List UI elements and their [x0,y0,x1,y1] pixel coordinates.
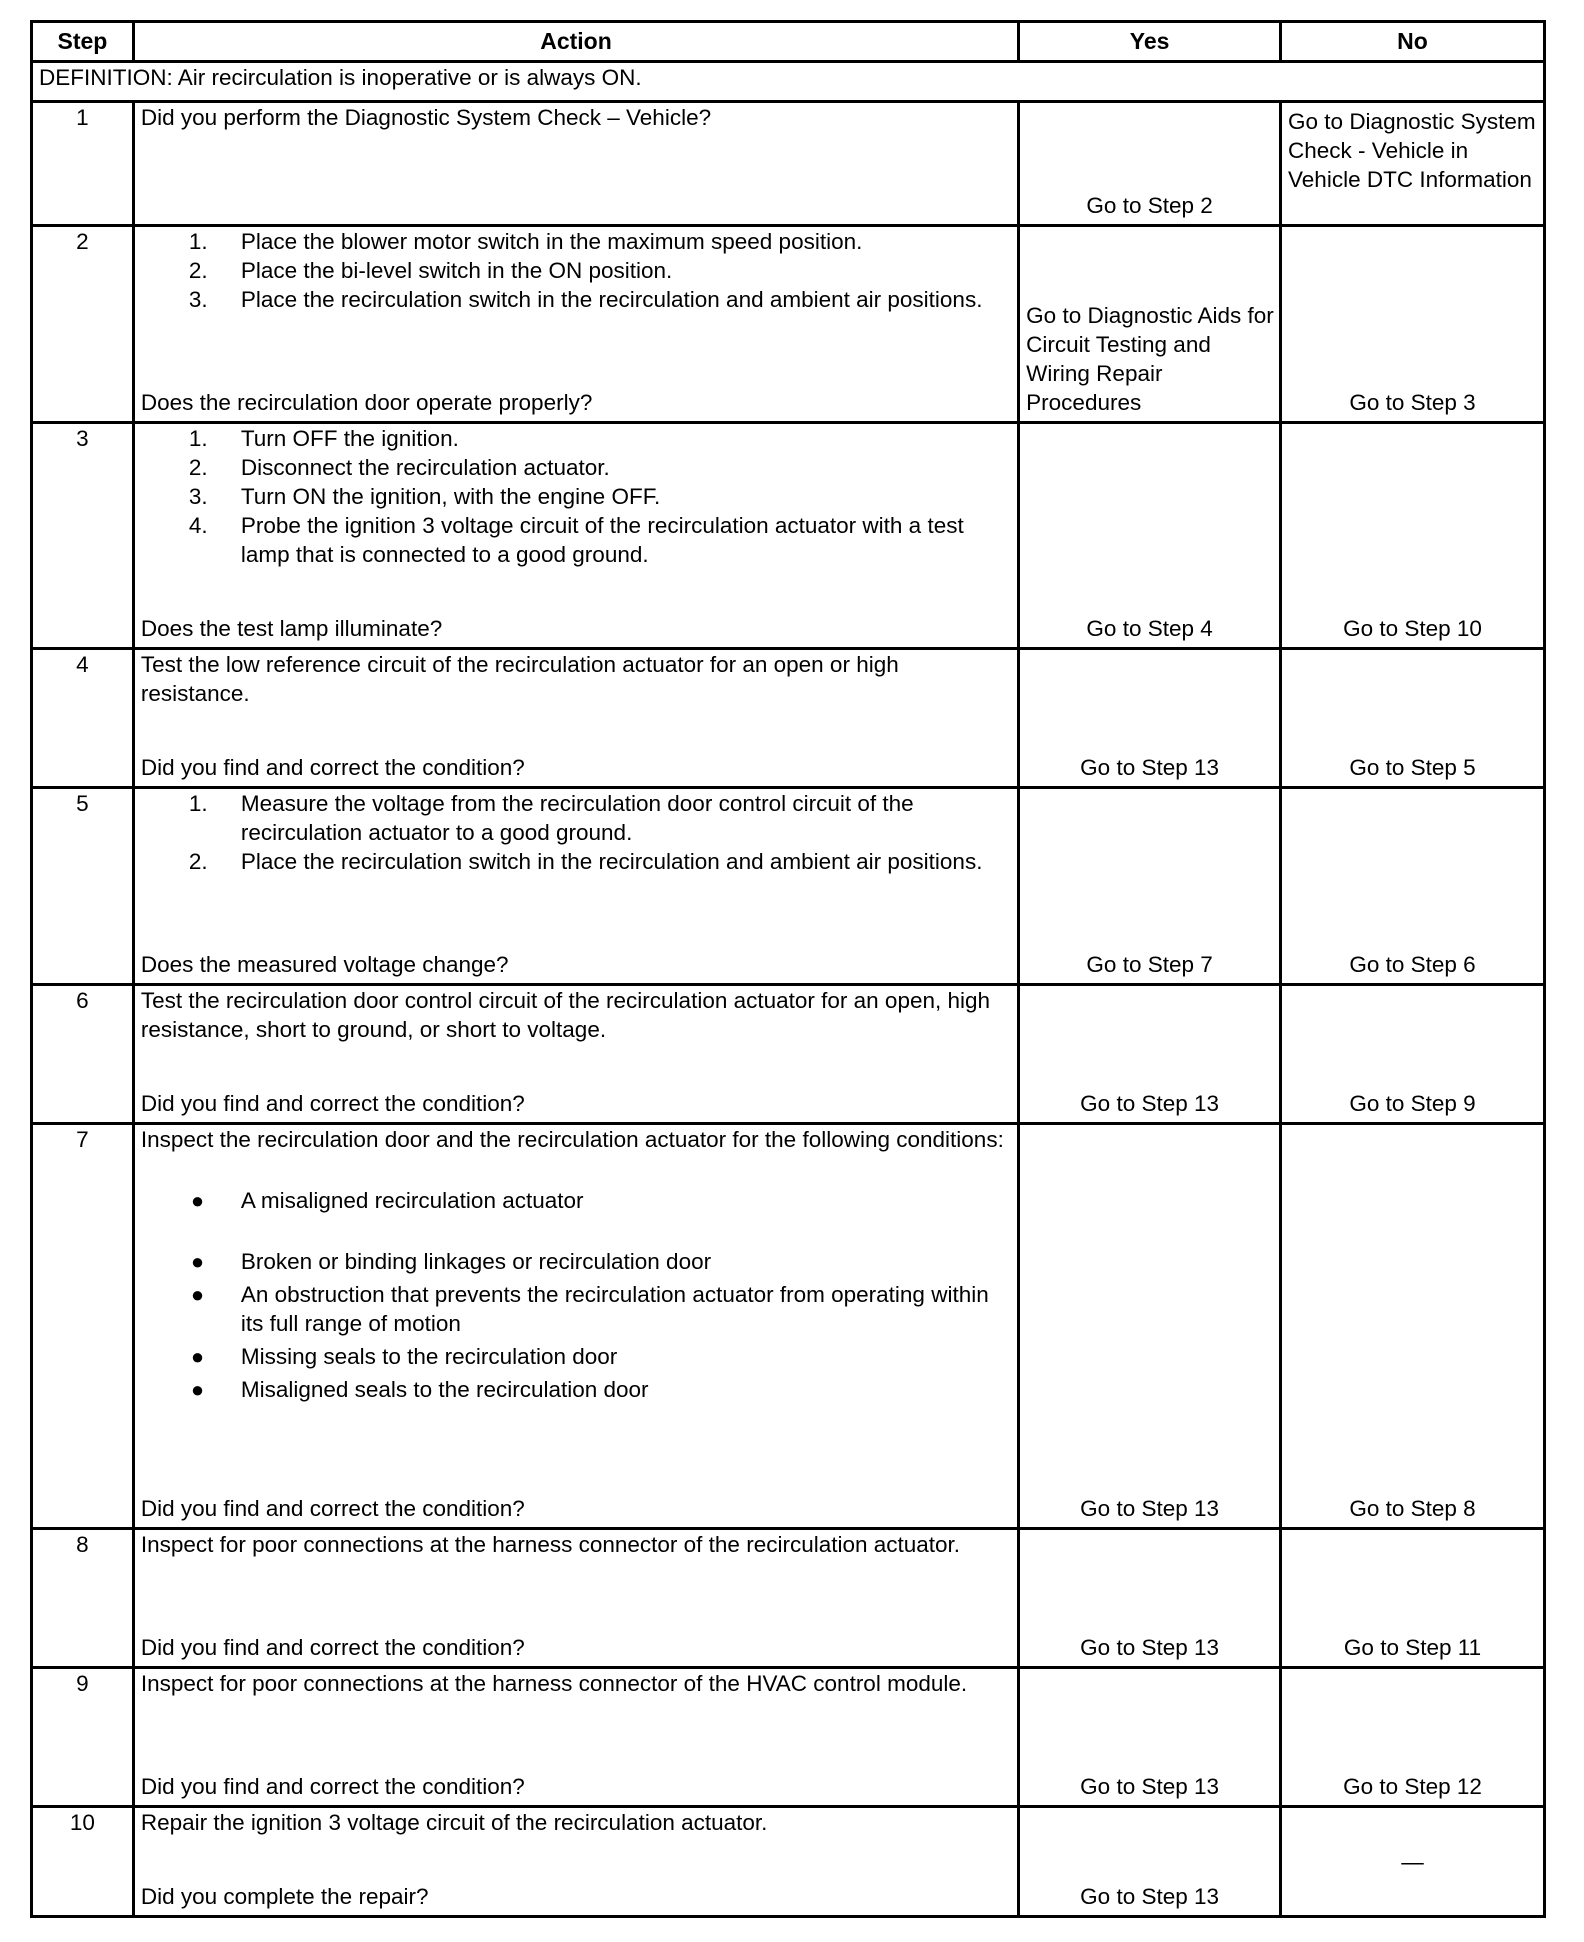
yes-result: Go to Step 7 [1086,952,1213,977]
no-cell [1281,788,1545,985]
yes-result: Go to Step 13 [1080,1496,1220,1521]
no-result: Go to Step 8 [1349,1496,1476,1521]
table-row [32,985,1545,1124]
yes-result: Go to Step 13 [1080,1884,1220,1909]
yes-result: Go to Diagnostic Aids for Circuit Testing and Wiring Repair Procedures [1026,303,1274,415]
action-cell [133,788,1018,985]
action-question: Did you find and correct the condition? [140,1091,525,1116]
action-cell [133,1668,1018,1807]
no-result: Go to Step 3 [1349,390,1476,415]
no-result: Go to Step 5 [1349,755,1476,780]
action-cell [133,649,1018,788]
no-cell [1281,1124,1545,1529]
action-text: Test the low reference circuit of the recirculation actuator for an open or high resistance. [140,652,899,706]
yes-cell [1019,423,1281,649]
yes-cell [1019,1529,1281,1668]
no-result: — [1401,1849,1424,1874]
action-cell [133,1124,1018,1529]
condition-item: ● Missing seals to the recirculation door [190,1344,618,1369]
yes-result: Go to Step 13 [1080,1774,1220,1799]
action-text: Inspect for poor connections at the harness connector of the HVAC control module. [140,1671,968,1696]
action-text: Inspect for poor connections at the harness connector of the recirculation actuator. [140,1532,961,1557]
yes-cell [1019,1807,1281,1917]
no-cell [1281,649,1545,788]
table-row [32,226,1545,423]
yes-cell [1019,226,1281,423]
action-question: Did you find and correct the condition? [140,755,525,780]
procedure-list [141,789,1011,876]
procedure-list [141,424,1011,569]
table-row [32,649,1545,788]
bullet-icon: ● [190,1282,205,1307]
step-number: 5 [32,788,134,985]
action-question: Did you find and correct the condition? [140,1774,525,1799]
action-question: Did you complete the repair? [140,1884,429,1909]
procedure-item: 4. Probe the ignition 3 voltage circuit of the recirculation actuator with a test lamp that is connected to a good ground. [188,513,964,567]
yes-cell [1019,985,1281,1124]
no-cell [1281,985,1545,1124]
table-row [32,788,1545,985]
yes-cell [1019,649,1281,788]
no-cell [1281,1668,1545,1807]
step-number: 10 [32,1807,134,1917]
no-result: Go to Step 12 [1343,1774,1482,1799]
step-number: 4 [32,649,134,788]
condition-list [141,1186,1011,1404]
step-number: 6 [32,985,134,1124]
bullet-icon: ● [190,1377,205,1402]
action-question: Does the recirculation door operate properly? [140,390,593,415]
procedure-item: 2. Place the recirculation switch in the recirculation and ambient air positions. [188,849,983,874]
action-question: Did you find and correct the condition? [140,1635,525,1660]
table-row [32,423,1545,649]
header-yes: Yes [1019,22,1281,62]
action-cell [133,1529,1018,1668]
bullet-icon: ● [190,1344,205,1369]
diagnostic-table [30,20,1546,1918]
yes-result: Go to Step 13 [1080,1091,1220,1116]
procedure-item: 3. Turn ON the ignition, with the engine OFF. [188,484,661,509]
table-row [32,1529,1545,1668]
action-text: Test the recirculation door control circuit of the recirculation actuator for an open, high resistance, short to ground, or short to voltage. [140,988,991,1042]
action-cell [133,1807,1018,1917]
procedure-item: 2. Place the bi-level switch in the ON position. [188,258,673,283]
condition-item: ● Broken or binding linkages or recirculation door [190,1249,712,1274]
table-row [32,1668,1545,1807]
condition-item: ● A misaligned recirculation actuator [190,1188,584,1213]
no-result: Go to Step 6 [1349,952,1476,977]
action-question: Does the measured voltage change? [140,952,509,977]
header-step: Step [32,22,134,62]
step-number: 8 [32,1529,134,1668]
procedure-item: 1. Measure the voltage from the recirculation door control circuit of the recirculation actuator to a good ground. [188,791,914,845]
table-header-row [32,22,1545,62]
action-question: Does the test lamp illuminate? [140,616,443,641]
action-cell [133,985,1018,1124]
action-cell [133,102,1018,226]
step-number: 3 [32,423,134,649]
no-result: Go to Step 10 [1343,616,1482,641]
action-cell [133,423,1018,649]
step-number: 1 [32,102,134,226]
no-cell [1281,1529,1545,1668]
no-result: Go to Step 11 [1343,1635,1482,1660]
condition-item: ● Misaligned seals to the recirculation door [190,1377,649,1402]
yes-result: Go to Step 13 [1080,1635,1220,1660]
no-cell [1281,423,1545,649]
procedure-item: 1. Place the blower motor switch in the maximum speed position. [188,229,863,254]
yes-result: Go to Step 4 [1086,616,1213,641]
table-row [32,102,1545,226]
yes-cell [1019,1124,1281,1529]
procedure-item: 3. Place the recirculation switch in the recirculation and ambient air positions. [188,287,983,312]
no-cell [1281,102,1545,226]
no-result: Go to Step 9 [1349,1091,1476,1116]
action-text: Inspect the recirculation door and the recirculation actuator for the following conditions: [140,1127,1004,1152]
step-number: 9 [32,1668,134,1807]
action-cell [133,226,1018,423]
action-question: Did you find and correct the condition? [140,1496,525,1521]
header-action: Action [133,22,1018,62]
yes-cell [1019,1668,1281,1807]
definition-text: DEFINITION: Air recirculation is inoperative or is always ON. [32,62,1545,102]
yes-cell [1019,788,1281,985]
condition-item: ● An obstruction that prevents the recirculation actuator from operating within its full range of motion [190,1282,989,1336]
yes-result: Go to Step 13 [1080,755,1220,780]
table-row [32,1124,1545,1529]
yes-result: Go to Step 2 [1086,193,1213,218]
table-row [32,1807,1545,1917]
no-cell [1281,226,1545,423]
bullet-icon: ● [190,1188,205,1213]
action-text: Repair the ignition 3 voltage circuit of the recirculation actuator. [140,1810,768,1835]
procedure-list [141,227,1011,314]
no-cell [1281,1807,1545,1917]
step-number: 2 [32,226,134,423]
yes-cell [1019,102,1281,226]
definition-row [32,62,1545,102]
diagnostic-document [30,20,1546,1918]
bullet-icon: ● [190,1249,205,1274]
no-result: Go to Diagnostic System Check - Vehicle in Vehicle DTC Information [1288,109,1536,192]
procedure-item: 2. Disconnect the recirculation actuator. [188,455,610,480]
header-no: No [1281,22,1545,62]
step-number: 7 [32,1124,134,1529]
action-text: Did you perform the Diagnostic System Check – Vehicle? [140,105,712,130]
procedure-item: 1. Turn OFF the ignition. [188,426,459,451]
